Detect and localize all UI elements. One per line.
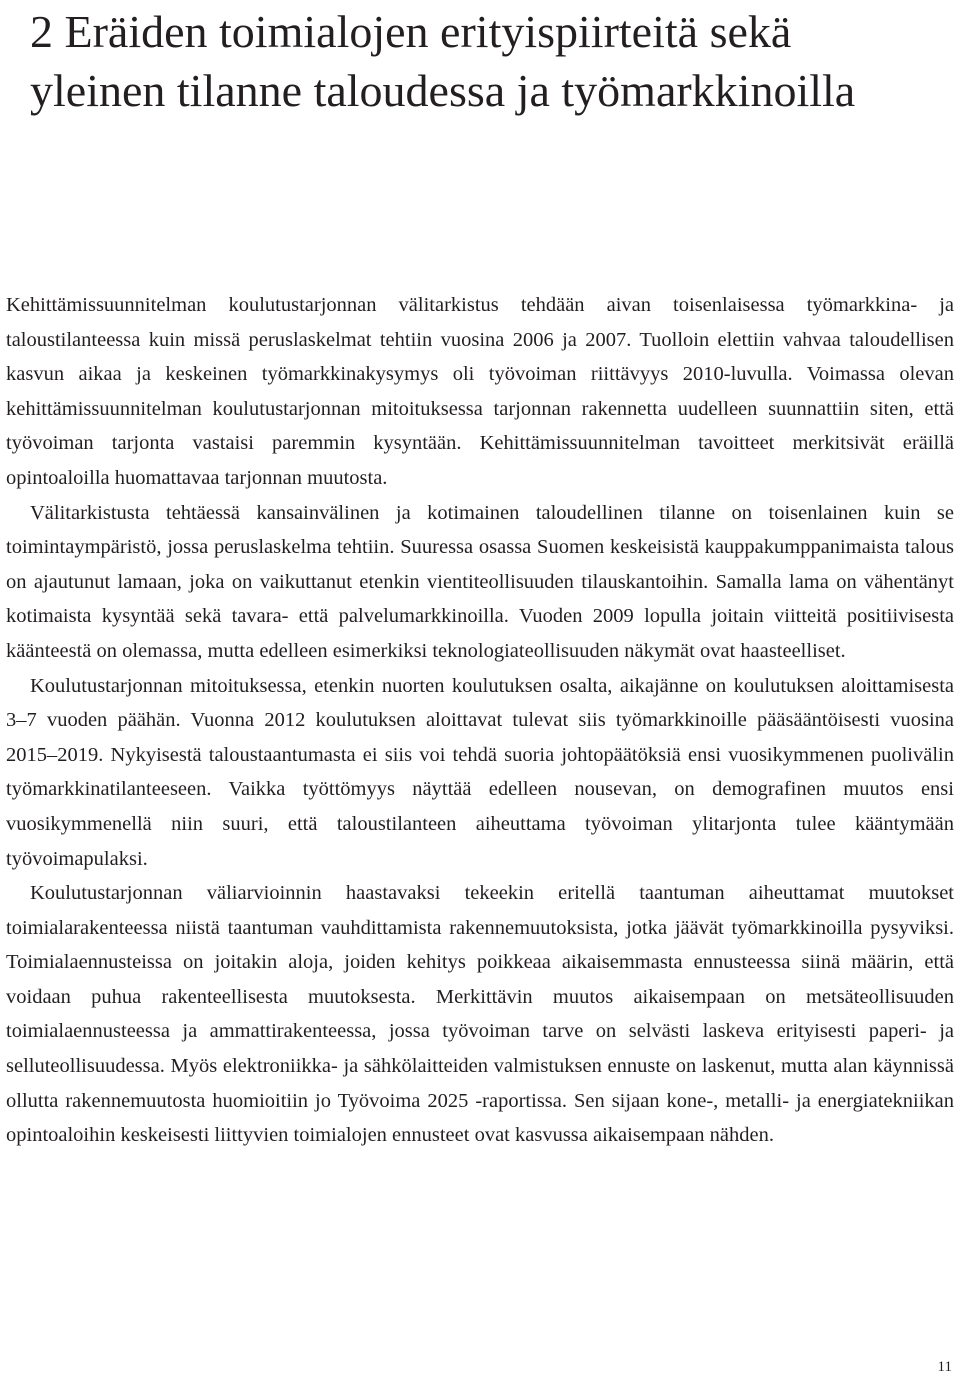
paragraph: Kehittämissuunnitelman koulutustarjonnan välitarkistus tehdään aivan toisenlaisessa työmarkkina- ja taloustilanteessa kuin missä peruslaskelmat tehtiin vuosina 2006 ja 2007. Tuolloin elettiin vahvaa taloudellisen kasvun aikaa ja keskeinen työmarkkinakysymys oli työvoiman riittävyys 2010-luvulla. Voimassa olevan kehittämissuunnitelman koulutustarjonnan mitoituksessa tarjonnan rakennetta uudelleen suunnattiin siten, että työvoiman tarjonta vastaisi paremmin kysyntään. Kehittämissuunnitelman tavoitteet merkitsivät eräillä opintoaloilla huomattavaa tarjonnan muutosta. bbox=[6, 294, 954, 489]
paragraph: Koulutustarjonnan väliarvioinnin haastavaksi tekeekin eritellä taantuman aiheuttamat muutokset toimialarakenteessa niistä taantuman vauhdittamista rakennemuutoksista, jotka jäävät työmarkkinoilla pysyviksi. Toimialaennusteissa on joitakin aloja, joiden kehitys poikkeaa aikaisemmasta ennusteessa siinä määrin, että voidaan puhua rakenteellisesta muutoksesta. Merkittävin muutos aikaisempaan on metsäteollisuuden toimialaennusteessa ja ammattirakenteessa, jossa työvoiman tarve on selvästi laskeva erityisesti paperi- ja selluteollisuudessa. Myös elektroniikka- ja sähkölaitteiden valmistuksen ennuste on laskenut, mutta alan käynnissä ollutta rakennemuutosta huomioitiin jo Työvoima 2025 -raportissa. Sen sijaan kone-, metalli- ja energiatekniikan opintoaloihin keskeisesti liittyvien toimialojen ennusteet ovat kasvussa aikaisempaan nähden. bbox=[6, 882, 954, 1147]
page-number: 11 bbox=[937, 1359, 952, 1375]
chapter-title: 2 Eräiden toimialojen erityispiirteitä sekä yleinen tilanne taloudessa ja työmarkkinoilla bbox=[30, 6, 856, 116]
body-text bbox=[6, 288, 954, 1153]
paragraph: Välitarkistusta tehtäessä kansainvälinen ja kotimainen taloudellinen tilanne on toisenlainen kuin se toimintaympäristö, jossa peruslaskelma tehtiin. Suuressa osassa Suomen keskeisistä kauppakumppanimaista talous on ajautunut lamaan, joka on vaikuttanut etenkin vientiteollisuuden tilauskantoihin. Samalla lama on vähentänyt kotimaista kysyntää sekä tavara- että palvelumarkkinoilla. Vuoden 2009 lopulla joitain viitteitä positiivisesta käänteestä on olemassa, mutta edelleen esimerkiksi teknologiateollisuuden näkymät ovat haasteelliset. bbox=[6, 501, 954, 662]
paragraph: Koulutustarjonnan mitoituksessa, etenkin nuorten koulutuksen osalta, aikajänne on koulutuksen aloittamisesta 3–7 vuoden päähän. Vuonna 2012 koulutuksen aloittavat tulevat siis työmarkkinoille pääsääntöisesti vuosina 2015–2019. Nykyisestä taloustaantumasta ei siis voi tehdä suoria johtopäätöksiä ensi vuosikymmenen puolivälin työmarkkinatilanteeseen. Vaikka työttömyys näyttää edelleen nousevan, on demografinen muutos ensi vuosikymmenellä niin suuri, että taloustilanteen aiheuttama työvoiman ylitarjonta tulee kääntymään työvoimapulaksi. bbox=[6, 674, 954, 870]
